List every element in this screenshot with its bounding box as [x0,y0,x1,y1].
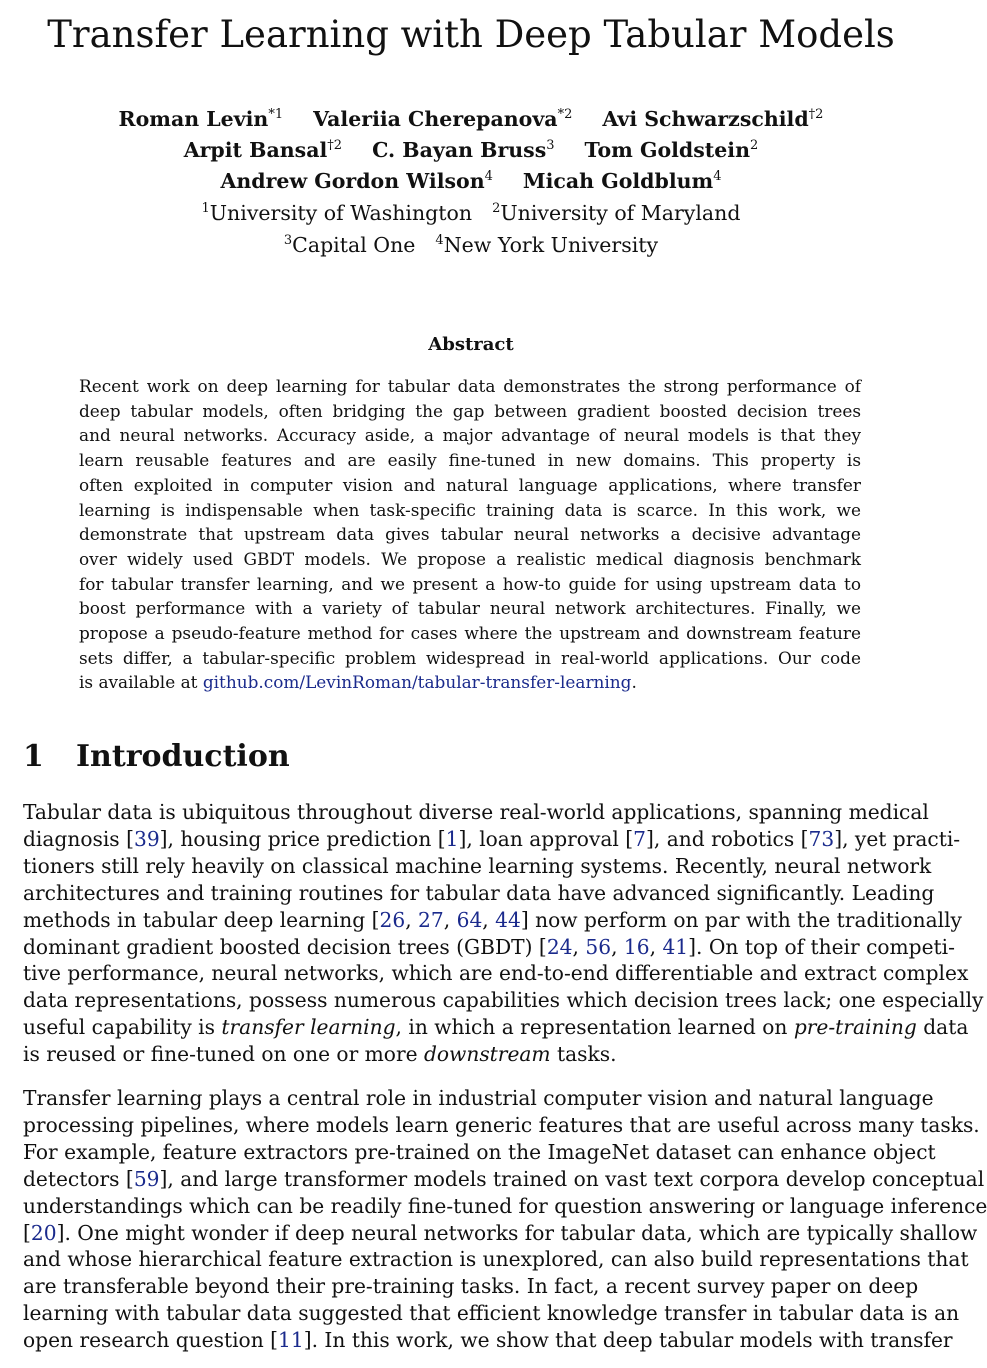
citation-link[interactable]: 24 [546,934,573,959]
text-run: open research question [ [23,1328,279,1353]
paragraph-line [23,1166,985,1193]
text-run: ], and large transformer models trained on vast text corpora develop conceptual [159,1166,985,1191]
paragraph-line [23,1014,969,1041]
author-name: C. Bayan Bruss$^3$ [372,138,555,162]
text-run: ]. On top of their competi- [688,934,955,959]
paragraph-line [23,934,955,961]
author-line-1 [0,104,942,135]
affiliation-line-1 [0,197,942,229]
text-run: data representations, possess numerous capabilities which decision trees lack; one especially [23,988,984,1013]
abstract-line: learning is indispensable when task-specific training data is scarce. In this work, we [79,499,861,520]
paragraph-line [23,880,935,907]
text-run: data [916,1015,969,1040]
paragraph-line [23,1193,987,1220]
text-run: ]. In this work, we show that deep tabular models with transfer [303,1328,953,1353]
paragraph-line [23,1327,953,1354]
text-run: , in which a representation learned on [395,1015,794,1040]
text-run: , [572,934,586,959]
author-name: Valeriia Cherepanova$^{*2}$ [313,107,573,131]
text-run: and whose hierarchical feature extraction is unexplored, can also build representations that [23,1247,969,1272]
paper-title: Transfer Learning with Deep Tabular Models [47,13,895,56]
paragraph-line [23,853,932,880]
text-run: , [405,907,419,932]
text-run: , [649,934,663,959]
affiliation: $^1$University of Washington [201,201,473,225]
abstract-line: learn reusable features and are easily fine-tuned in new domains. This property is [79,450,861,471]
text-run: methods in tabular deep learning [ [23,907,380,932]
text-run: ], loan approval [ [458,826,634,851]
text-run: ] now perform on par with the traditionally [520,907,962,932]
abstract-heading: Abstract [428,334,514,355]
citation-link[interactable]: 39 [133,826,160,851]
text-run: [ [23,1220,31,1245]
author-name: Andrew Gordon Wilson$^4$ [220,169,493,193]
section-heading [23,737,290,777]
citation-link[interactable]: 7 [633,826,646,851]
author-line-3 [0,166,942,197]
text-run: ], yet practi- [834,826,961,851]
abstract-line: for tabular transfer learning, and we present a how-to guide for using upstream data to [79,573,861,594]
text-run: ], and robotics [ [646,826,809,851]
citation-link[interactable]: 26 [379,907,406,932]
citation-link[interactable]: 1 [445,826,459,851]
paragraph-line [23,1112,980,1139]
abstract-line: over widely used GBDT models. We propose a realistic medical diagnosis benchmark [79,548,861,569]
affiliation: $^3$Capital One [283,233,416,257]
emphasized-term: downstream [423,1042,551,1067]
paragraph-line [23,1220,978,1247]
abstract-body [79,374,861,695]
abstract-line: deep tabular models, often bridging the gap between gradient boosted decision trees [79,400,861,421]
emphasized-term: transfer learning [221,1015,396,1040]
author-block [0,104,942,261]
citation-link[interactable]: 56 [585,934,612,959]
affiliation: $^2$University of Maryland [492,201,741,225]
citation-link[interactable]: 73 [808,826,835,851]
abstract-line: Recent work on deep learning for tabular data demonstrates the strong performance of [79,376,861,396]
text-run: dominant gradient boosted decision trees (GBDT) [ [23,934,547,959]
paragraph-line [23,826,961,853]
paragraph-line [23,1041,917,1068]
intro-paragraph-1 [23,799,984,1068]
paragraph-line [23,1139,936,1166]
paragraph-line [23,987,984,1014]
text-run: is reused or fine-tuned on one or more [23,1042,424,1067]
abstract-line: propose a pseudo-feature method for cases where the upstream and downstream feature [79,623,861,644]
author-name: Roman Levin$^{*1}$ [118,107,284,131]
text-run: , [443,907,457,932]
author-name: Tom Goldstein$^2$ [584,138,759,162]
citation-link[interactable]: 44 [495,907,521,932]
abstract-line: sets differ, a tabular-specific problem widespread in real-world applications. Our code [79,647,861,668]
text-run: detectors [ [23,1166,134,1191]
paragraph-line [23,1246,969,1273]
text-run: processing pipelines, where models learn generic features that are useful across many tasks. [23,1112,980,1137]
author-line-2 [0,135,942,166]
section-title: Introduction [76,739,290,774]
abstract-line: and neural networks. Accuracy aside, a major advantage of neural models is that they [79,425,861,446]
text-run: ]. One might wonder if deep neural networks for tabular data, which are typically shallow [56,1220,978,1245]
citation-link[interactable]: 41 [662,934,689,959]
text-run: Tabular data is ubiquitous throughout diverse real-world applications, spanning medical [23,800,929,824]
citation-link[interactable]: 64 [456,907,483,932]
text-run: architectures and training routines for tabular data have advanced significantly. Leading [23,880,935,905]
paragraph-line [23,960,969,987]
intro-paragraph-2 [23,1085,987,1354]
citation-link[interactable]: 27 [418,907,444,932]
text-run: tasks. [550,1042,617,1067]
paragraph-line [23,907,962,934]
author-name: Micah Goldblum$^4$ [522,169,722,193]
author-name: Avi Schwarzschild$^{\dagger 2}$ [602,107,824,131]
abstract-line: often exploited in computer vision and natural language applications, where transfer [79,474,861,495]
text-run: understandings which can be readily fine-tuned for question answering or language inference [23,1193,987,1218]
text-run: , [611,934,624,959]
text-run: For example, feature extractors pre-trained on the ImageNet dataset can enhance object [23,1139,936,1164]
affiliation-line-2 [0,229,942,261]
author-name: Arpit Bansal$^{\dagger 2}$ [183,138,343,162]
text-run: tive performance, neural networks, which are end-to-end differentiable and extract complex [23,961,969,986]
paragraph-line [23,799,929,826]
text-run: useful capability is [23,1015,222,1040]
paragraph-line [23,1085,934,1112]
text-run: are transferable beyond their pre-training tasks. In fact, a recent survey paper on deep [23,1274,919,1299]
citation-link[interactable]: 59 [133,1166,160,1191]
citation-link[interactable]: 16 [623,934,650,959]
emphasized-term: pre-training [793,1015,917,1040]
code-link[interactable]: github.com/LevinRoman/tabular-transfer-learning [202,672,632,693]
abstract-line: is available at github.com/LevinRoman/tabular-transfer-learning. [79,672,637,693]
paragraph-line [23,1273,917,1300]
section-number: 1 [23,739,44,774]
abstract-line: demonstrate that upstream data gives tabular neural networks a decisive advantage [79,524,861,545]
text-run: Transfer learning plays a central role in industrial computer vision and natural language [23,1086,934,1110]
citation-link[interactable]: 20 [30,1220,57,1245]
affiliation: $^4$New York University [435,233,659,257]
text-run: ], housing price prediction [ [159,826,446,851]
text-run: diagnosis [ [23,826,134,851]
text-run: learning with tabular data suggested that efficient knowledge transfer in tabular data is an [23,1301,960,1326]
text-run: , [482,907,496,932]
paragraph-line [23,1300,960,1327]
citation-link[interactable]: 11 [278,1328,304,1353]
abstract-line: boost performance with a variety of tabular neural network architectures. Finally, we [79,598,861,619]
text-run: tioners still rely heavily on classical machine learning systems. Recently, neural network [23,853,932,878]
